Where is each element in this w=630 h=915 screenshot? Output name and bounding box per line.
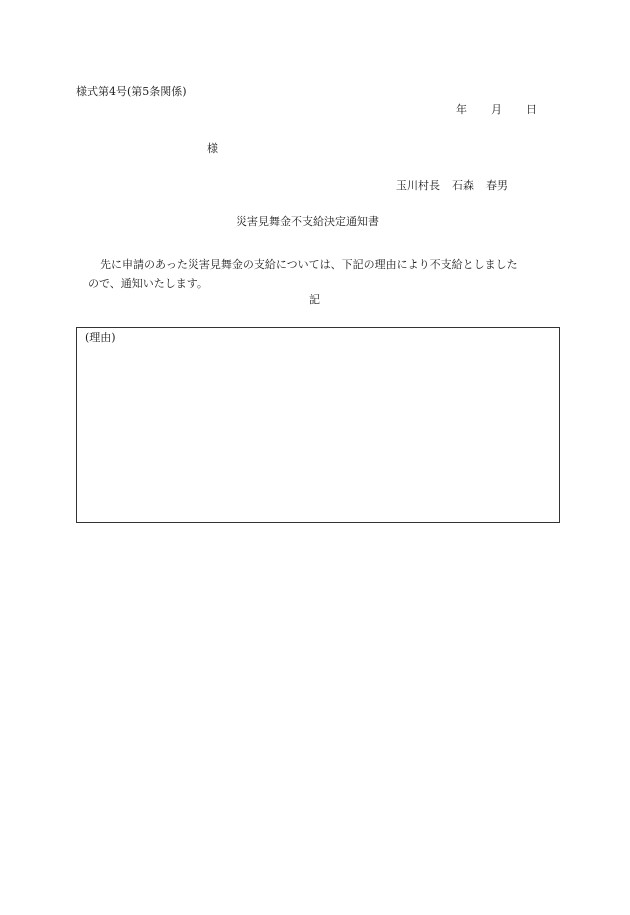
document-title: 災害見舞金不支給決定通知書: [236, 215, 379, 228]
ki-label: 記: [309, 293, 320, 306]
date-line: [456, 104, 537, 115]
year-label: 年: [456, 103, 467, 116]
reason-box: [76, 327, 560, 523]
issuer: [396, 180, 508, 191]
month-label: 月: [491, 103, 502, 116]
issuer-title: 玉川村長: [396, 179, 440, 192]
issuer-family-name: 石森: [452, 179, 474, 192]
reason-label: (理由): [85, 331, 116, 344]
addressee-suffix: 様: [207, 142, 218, 155]
form-number: 様式第4号(第5条関係): [76, 85, 187, 98]
issuer-given-name: 春男: [486, 179, 508, 192]
body-text: [88, 255, 558, 293]
day-label: 日: [526, 103, 537, 116]
body-line-1: 先に申請のあった災害見舞金の支給については、下記の理由により不支給としました: [100, 258, 518, 271]
body-line-2: ので、通知いたします。: [88, 277, 208, 290]
